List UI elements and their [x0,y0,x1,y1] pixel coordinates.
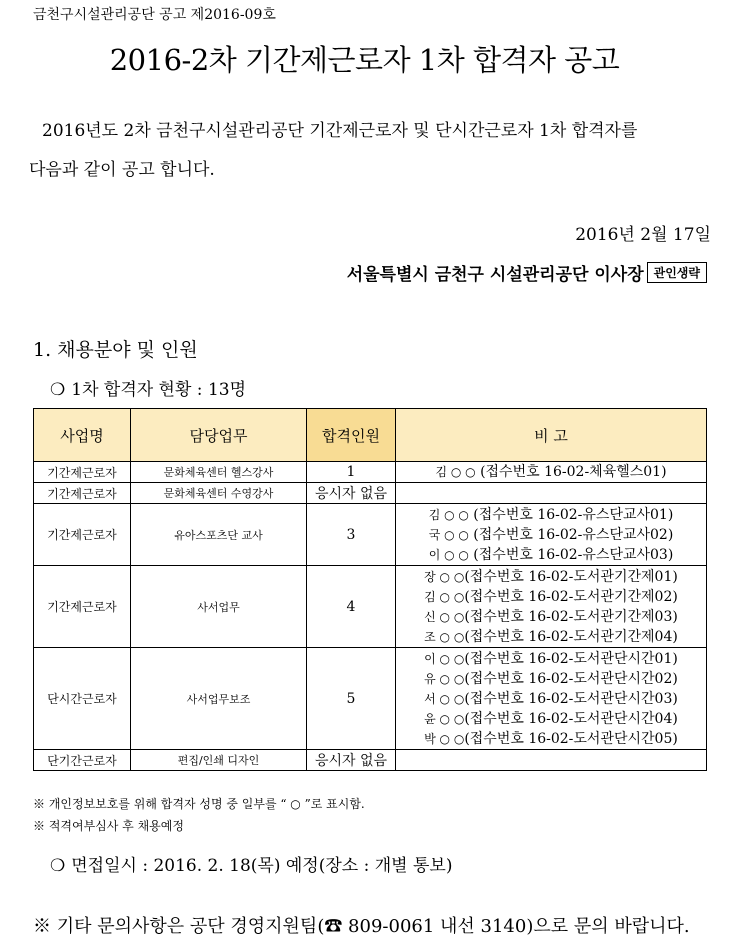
body-line-2: 다음과 같이 공고 합니다. [29,160,215,180]
category-cell: 기간제근로자 [34,566,131,648]
applicant-name: 윤 ○ ○ [424,711,465,726]
duty-cell: 유아스포츠단 교사 [131,504,307,566]
applicant-name: 김 ○ ○ [424,589,465,604]
count-cell: 4 [307,566,396,648]
category-cell: 단시간근로자 [34,648,131,750]
seal-box: 관인생략 [647,262,707,283]
count-cell: 3 [307,504,396,566]
applicant-entry [396,627,706,647]
bullet-icon: ❍ [50,856,66,876]
applicant-entry [396,567,706,587]
header-cell: 비 고 [396,409,707,462]
applicant-name: 박 ○ ○ [424,731,465,746]
issuer-block [347,260,707,285]
header-cell: 사업명 [34,409,131,462]
applicant-name: 조 ○ ○ [424,629,465,644]
section-subtitle [50,375,246,400]
category-cell: 단기간근로자 [34,750,131,771]
note-screening: ※ 적격여부심사 후 채용예정 [33,819,184,833]
duty-cell: 사서업무보조 [131,648,307,750]
applicant-entry [396,607,706,627]
registration-number: (접수번호 16-02-도서관기간제01) [464,568,678,585]
applicant-name: 서 ○ ○ [424,691,465,706]
applicant-entry [396,689,706,709]
applicant-name: 이 ○ ○ [428,547,469,562]
registration-number: (접수번호 16-02-도서관단시간03) [464,690,678,707]
issuer-name: 서울특별시 금천구 시설관리공단 이사장 [346,265,644,285]
note-privacy: ※ 개인정보보호를 위해 합격자 성명 중 일부를 “ ○ ”로 표시함. [33,797,365,811]
notice-number: 금천구시설관리공단 공고 제2016-09호 [33,7,276,23]
applicant-entry [396,545,706,565]
body-line-1: 2016년도 2차 금천구시설관리공단 기간제근로자 및 단시간근로자 1차 합격자를 [42,121,638,141]
subtitle-text: 1차 합격자 현황 : 13명 [71,380,246,400]
table-header-row [34,409,707,462]
table-row [34,462,707,483]
registration-number: (접수번호 16-02-유스단교사02) [468,526,674,543]
registration-number: (접수번호 16-02-도서관기간제04) [464,628,678,645]
table-row [34,483,707,504]
remarks-cell [396,566,707,648]
remarks-cell [396,504,707,566]
registration-number: (접수번호 16-02-도서관단시간05) [464,730,678,747]
duty-cell: 사서업무 [131,566,307,648]
contact-info: ※ 기타 문의사항은 공단 경영지원팀(☎ 809-0061 내선 3140)으로 문의 바랍니다. [33,916,690,937]
header-cell: 담당업무 [131,409,307,462]
remarks-cell [396,483,707,504]
applicant-entry [396,525,706,545]
notice-date: 2016년 2월 17일 [575,225,711,245]
duty-cell: 문화체육센터 헬스강사 [131,462,307,483]
applicant-name: 신 ○ ○ [424,609,465,624]
interview-info [50,851,452,876]
page-title: 2016-2차 기간제근로자 1차 합격자 공고 [109,43,620,77]
applicant-name: 이 ○ ○ [424,651,465,666]
applicant-name: 김 ○ ○ [435,465,476,479]
applicant-entry [396,587,706,607]
registration-number: (접수번호 16-02-도서관단시간01) [464,650,678,667]
table-row [34,566,707,648]
registration-number: (접수번호 16-02-도서관기간제03) [464,608,678,625]
registration-number: (접수번호 16-02-도서관단시간04) [464,710,678,727]
category-cell: 기간제근로자 [34,504,131,566]
remarks-cell [396,750,707,771]
applicant-entry [396,709,706,729]
section-title: 1. 채용분야 및 인원 [33,339,198,361]
count-cell: 응시자 없음 [307,750,396,771]
duty-cell: 편집/인쇄 디자인 [131,750,307,771]
applicant-name: 장 ○ ○ [424,569,465,584]
count-cell: 1 [307,462,396,483]
bullet-icon: ❍ [50,380,66,400]
registration-number: (접수번호 16-02-도서관기간제02) [464,588,678,605]
count-cell: 응시자 없음 [307,483,396,504]
category-cell: 기간제근로자 [34,483,131,504]
count-cell: 5 [307,648,396,750]
duty-cell: 문화체육센터 수영강사 [131,483,307,504]
table-row [34,750,707,771]
applicant-entry [396,669,706,689]
registration-number: (접수번호 16-02-유스단교사03) [468,546,674,563]
applicant-name: 김 ○ ○ [428,507,469,522]
remarks-cell [396,462,707,483]
registration-number: (접수번호 16-02-유스단교사01) [468,506,674,523]
registration-number: (접수번호 16-02-도서관단시간02) [464,670,678,687]
category-cell: 기간제근로자 [34,462,131,483]
header-cell: 합격인원 [307,409,396,462]
registration-number: (접수번호 16-02-체육헬스01) [475,464,667,480]
applicant-name: 유 ○ ○ [424,671,465,686]
applicant-entry [396,729,706,749]
applicant-entry [396,462,706,482]
applicant-name: 국 ○ ○ [428,527,469,542]
interview-text: 면접일시 : 2016. 2. 18(목) 예정(장소 : 개별 통보) [71,856,453,876]
remarks-cell [396,648,707,750]
applicant-entry [396,505,706,525]
table-row [34,504,707,566]
recruit-table [33,408,707,771]
table-row [34,648,707,750]
applicant-entry [396,649,706,669]
